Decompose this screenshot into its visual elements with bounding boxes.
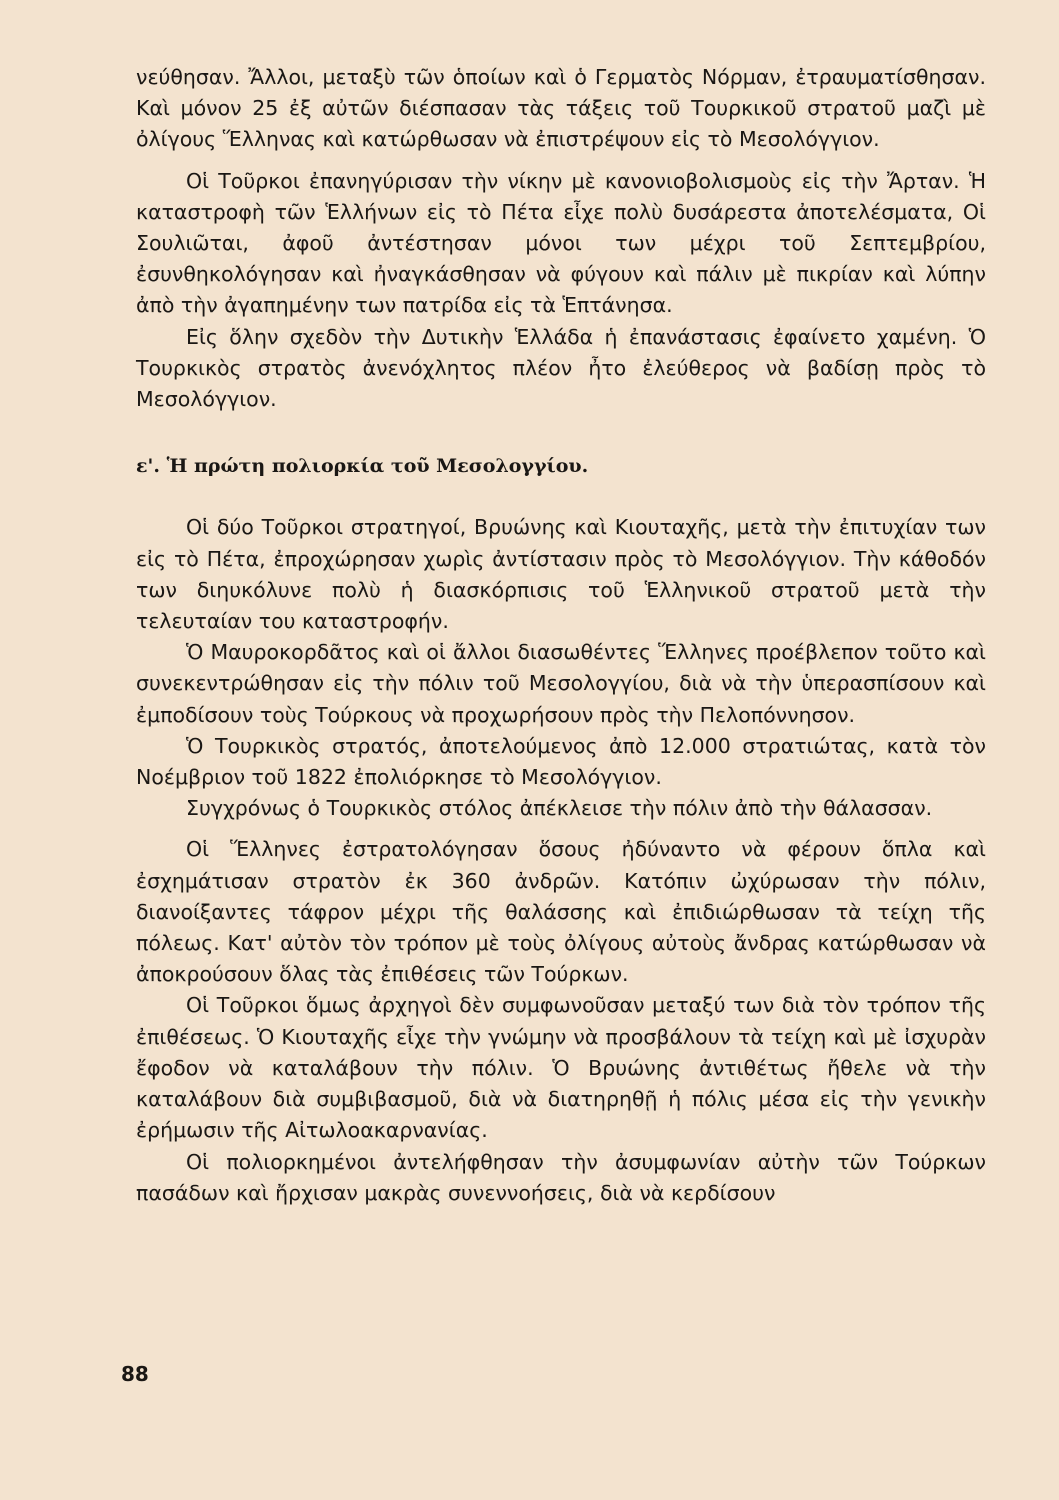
paragraph: Οἱ δύο Τοῦρκοι στρατηγοί, Βρυώνης καὶ Κιουταχῆς, μετὰ τὴν ἐπιτυχίαν των εἰς τὸ Πέτα, ἐπροχώρησαν χωρὶς ἀντίστασιν πρὸς τὸ Μεσολόγγιον. Τὴν κάθοδόν των διηυκόλυνε πολὺ ἡ διασκόρπισις τοῦ Ἑλληνικοῦ στρατοῦ μετὰ τὴν τελευταίαν του καταστροφήν.: [136, 515, 986, 634]
page-number: 88: [121, 1362, 149, 1386]
paragraph: Συγχρόνως ὁ Τουρκικὸς στόλος ἀπέκλεισε τὴν πόλιν ἀπὸ τὴν θάλασσαν.: [186, 796, 933, 821]
paragraph: Εἰς ὅλην σχεδὸν τὴν Δυτικὴν Ἑλλάδα ἡ ἐπανάστασις ἐφαίνετο χαμένη. Ὁ Τουρκικὸς στρατὸς ἀνενόχλητος πλέον ἦτο ἐλεύθερος νὰ βαδίσῃ πρὸς τὸ Μεσολόγγιον.: [136, 324, 986, 412]
paragraph: Ὁ Μαυροκορδᾶτος καὶ οἱ ἄλλοι διασωθέντες Ἕλληνες προέβλεπον τοῦτο καὶ συνεκεντρώθησαν εἰς τὴν πόλιν τοῦ Μεσολογγίου, διὰ νὰ τὴν ὑπερασπίσουν καὶ ἐμποδίσουν τοὺς Τούρκους νὰ προχωρήσουν πρὸς τὴν Πελοπόννησον.: [136, 640, 986, 727]
paragraph: Οἱ πολιορκημένοι ἀντελήφθησαν τὴν ἀσυμφωνίαν αὐτὴν τῶν Τούρκων πασάδων καὶ ἤρχισαν μακρὰς συνεννοήσεις, διὰ νὰ κερδίσουν: [136, 1149, 986, 1205]
body-text: [136, 62, 986, 1209]
paragraph: Οἱ Τοῦρκοι ἐπανηγύρισαν τὴν νίκην μὲ κανονιοβολισμοὺς εἰς τὴν Ἄρταν. Ἡ καταστροφὴ τῶν Ἑλλήνων εἰς τὸ Πέτα εἶχε πολὺ δυσάρεστα ἀποτελέσματα, Οἱ Σουλιῶται, ἀφοῦ ἀντέστησαν μόνοι των μέχρι τοῦ Σεπτεμβρίου, ἐσυνθηκολόγησαν καὶ ἠναγκάσθησαν νὰ φύγουν καὶ πάλιν μὲ πικρίαν καὶ λύπην ἀπὸ τὴν ἀγαπημένην των πατρίδα εἰς τὰ Ἑπτάνησα.: [136, 168, 986, 318]
paragraph: Οἱ Ἕλληνες ἐστρατολόγησαν ὅσους ἠδύναντο νὰ φέρουν ὅπλα καὶ ἐσχημάτισαν στρατὸν ἐκ 360 ἀνδρῶν. Κατόπιν ὠχύρωσαν τὴν πόλιν, διανοίξαντες τάφρον μέχρι τῆς θαλάσσης καὶ ἐπιδιώρθωσαν τὰ τείχη τῆς πόλεως. Κατ' αὐτὸν τὸν τρόπον μὲ τοὺς ὀλίγους αὐτοὺς ἄνδρας κατώρθωσαν νὰ ἀποκρούσουν ὅλας τὰς ἐπιθέσεις τῶν Τούρκων.: [136, 837, 986, 987]
paragraph: Οἱ Τοῦρκοι ὅμως ἀρχηγοὶ δὲν συμφωνοῦσαν μεταξύ των διὰ τὸν τρόπον τῆς ἐπιθέσεως. Ὁ Κιουταχῆς εἶχε τὴν γνώμην νὰ προσβάλουν τὰ τείχη καὶ μὲ ἰσχυρὰν ἔφοδον νὰ καταλάβουν τὴν πόλιν. Ὁ Βρυώνης ἀντιθέτως ἤθελε νὰ τὴν καταλάβουν διὰ συμβιβασμοῦ, διὰ νὰ διατηρηθῇ ἡ πόλις μέσα εἰς τὴν γενικὴν ἐρήμωσιν τῆς Αἰτωλοακαρνανίας.: [136, 993, 986, 1143]
section-heading: ε'. Ἡ πρώτη πολιορκία τοῦ Μεσολογγίου.: [136, 455, 589, 478]
paragraph: νεύθησαν. Ἄλλοι, μεταξὺ τῶν ὁποίων καὶ ὁ Γερματὸς Νόρμαν, ἐτραυματίσθησαν. Καὶ μόνον 25 ἐξ αὐτῶν διέσπασαν τὰς τάξεις τοῦ Τουρκικοῦ στρατοῦ μαζὶ μὲ ὀλίγους Ἕλληνας καὶ κατώρθωσαν νὰ ἐπιστρέψουν εἰς τὸ Μεσολόγγιον.: [136, 65, 986, 152]
paragraph: Ὁ Τουρκικὸς στρατός, ἀποτελούμενος ἀπὸ 12.000 στρατιώτας, κατὰ τὸν Νοέμβριον τοῦ 1822 ἐπολιόρκησε τὸ Μεσολόγγιον.: [136, 733, 986, 790]
